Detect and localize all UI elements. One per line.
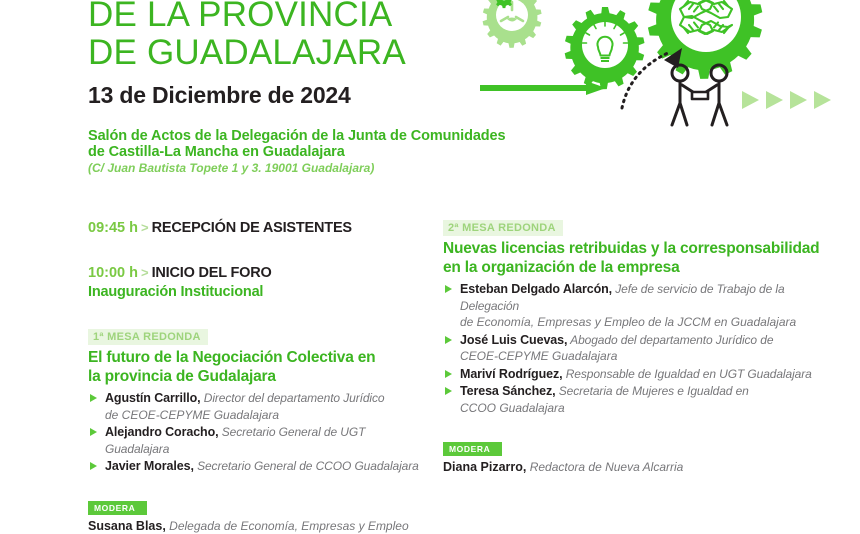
schedule-item-reception — [88, 218, 423, 238]
handshake-gear-icon — [648, 0, 762, 79]
list-item — [443, 383, 833, 416]
list-item — [443, 332, 833, 365]
page-title — [88, 0, 488, 109]
moderator-block-left — [88, 498, 423, 534]
list-item — [88, 458, 423, 475]
speaker-role-cont: de CEOE-CEPYME Guadalajara — [105, 407, 423, 424]
bullet-triangle-icon — [445, 387, 452, 395]
bullet-triangle-icon — [90, 394, 97, 402]
session-1-title — [88, 348, 423, 386]
speaker-name: Teresa Sánchez, — [460, 384, 556, 398]
bullet-triangle-icon — [90, 428, 97, 436]
speaker-role: Responsable de Igualdad en UGT Guadalajara — [562, 367, 811, 381]
triangle-markers-icon — [742, 91, 831, 109]
session-1-title-line-1: El futuro de la Negociación Colectiva en — [88, 348, 423, 367]
list-item — [88, 390, 423, 423]
list-item — [443, 281, 833, 331]
speaker-role: Abogado del departamento Jurídico de — [567, 333, 773, 347]
status-badge-mesa-2: 2ª MESA REDONDA — [443, 220, 563, 236]
bullet-triangle-icon — [445, 336, 452, 344]
speaker-role-cont: CCOO Guadalajara — [460, 400, 833, 417]
gears-illustration — [470, 0, 860, 130]
speaker-name: José Luis Cuevas, — [460, 333, 567, 347]
program-right-column — [443, 218, 833, 475]
schedule-title: RECEPCIÓN DE ASISTENTES — [152, 220, 352, 236]
list-item — [88, 424, 423, 457]
schedule-time: 10:00 h — [88, 265, 138, 281]
lightbulb-gear-icon — [565, 7, 645, 89]
status-badge-modera: MODERA — [88, 501, 147, 515]
speaker-name: Alejandro Coracho, — [105, 425, 219, 439]
moderator-name: Susana Blas, — [88, 519, 166, 533]
speaker-name: Javier Morales, — [105, 459, 194, 473]
moderator-block-right — [443, 439, 833, 475]
bullet-triangle-icon — [445, 370, 452, 378]
speaker-role: Jefe de servicio de Trabajo de la Delegación — [460, 282, 785, 313]
venue-line-2: de Castilla-La Mancha en Guadalajara — [88, 144, 558, 160]
speaker-role: Secretario General de CCOO Guadalajara — [194, 459, 419, 473]
session-1-title-line-2: la provincia de Gudalajara — [88, 367, 423, 386]
list-item — [443, 366, 833, 383]
speaker-role: Director del departamento Jurídico — [201, 391, 385, 405]
speaker-role-cont: de Economía, Empresas y Empleo de la JCCM en Guadalajara — [460, 314, 833, 331]
moderator-role: Delegada de Economía, Empresas y Empleo — [166, 519, 409, 533]
venue-block — [88, 128, 558, 176]
session-1-block — [88, 327, 423, 534]
program-left-column — [88, 218, 423, 534]
bullet-triangle-icon — [445, 285, 452, 293]
session-2-block — [443, 218, 833, 475]
schedule-time: 09:45 h — [88, 220, 138, 236]
moderator-role: Redactora de Nueva Alcarria — [526, 460, 683, 474]
speaker-role-cont: CEOE-CEPYME Guadalajara — [460, 348, 833, 365]
speaker-name: Agustín Carrillo, — [105, 391, 201, 405]
moderator-name: Diana Pizarro, — [443, 460, 526, 474]
venue-line-1: Salón de Actos de la Delegación de la Junta de Comunidades — [88, 128, 558, 144]
schedule-item-opening — [88, 263, 423, 302]
title-line-2: DE GUADALAJARA — [88, 34, 488, 72]
poster-header — [0, 0, 850, 190]
solid-arrow-icon — [480, 81, 606, 95]
venue-address: (C/ Juan Bautista Topete 1 y 3. 19001 Guadalajara) — [88, 161, 558, 176]
pale-gear-icon — [483, 0, 542, 48]
schedule-subtitle: Inauguración Institucional — [88, 283, 423, 302]
session-2-title-line-1: Nuevas licencias retribuidas y la corresponsabilidad — [443, 239, 833, 258]
speaker-name: Mariví Rodríguez, — [460, 367, 562, 381]
schedule-arrow-icon: > — [138, 220, 152, 235]
schedule-arrow-icon: > — [138, 265, 152, 280]
title-line-1: DE LA PROVINCIA — [88, 0, 488, 34]
session-2-title-line-2: en la organización de la empresa — [443, 258, 833, 277]
schedule-title: INICIO DEL FORO — [152, 265, 272, 281]
status-badge-mesa-1: 1ª MESA REDONDA — [88, 329, 208, 345]
session-2-title — [443, 239, 833, 277]
speaker-role: Secretaria de Mujeres e Igualdad en — [556, 384, 749, 398]
status-badge-modera: MODERA — [443, 442, 502, 456]
program-columns — [0, 218, 850, 500]
speaker-name: Esteban Delgado Alarcón, — [460, 282, 612, 296]
bullet-triangle-icon — [90, 462, 97, 470]
event-date: 13 de Diciembre de 2024 — [88, 82, 488, 109]
speaker-role: Secretario General de UGT Guadalajara — [105, 425, 365, 456]
